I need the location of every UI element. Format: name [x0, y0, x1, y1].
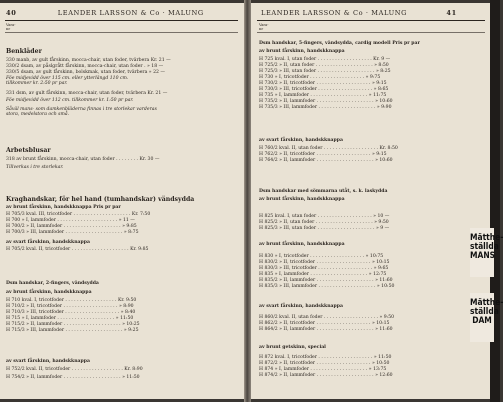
left-catalog-line: H 700/3 » III, lammfoder . . . . . . . . . . . . . . . . . . . . » 8:75 [6, 230, 139, 235]
left-catalog-line: H 710/2 » II, tricotfoder . . . . . . . . . . . . . . . . . . . » 8:90 [6, 304, 134, 309]
left-header-title: LEANDER LARSSON & Co · MALUNG [57, 9, 204, 17]
right-catalog-line: H 830/2 » II, tricotfoder . . . . . . . . . . . . . . . . . . . » 10:15 [259, 260, 390, 265]
left-catalog-line: H 754/2 » II, lammfoder . . . . . . . . . . . . . . . . . . . . » 11:50 [6, 375, 140, 380]
left-catalog-line: Kraghandskar, för hel hand (tumhandskar) vändsydda [6, 196, 195, 203]
right-catalog-line: H 735/3 » III, lammfoder . . . . . . . . . . . . . . . . . . . . » 9:90 [259, 105, 392, 110]
left-catalog-line: av brunt fårskinn, handskknappa Pris pr par [6, 205, 121, 210]
left-catalog-line: Arbetsblusar [6, 147, 51, 154]
right-catalog-line: H 874 » I, lammfoder . . . . . . . . . . . . . . . . . . . . » 13:75 [259, 367, 387, 372]
left-vara-label: Vara- nr [6, 23, 16, 31]
left-catalog-line: H 705/2 kval. II, tricotfoder . . . . . . . . . . . . . . . . . . . . Kr. 9:85 [6, 247, 149, 252]
right-header-rule [257, 20, 485, 21]
left-catalog-line: H 752/2 kval. II, tricotfoder . . . . . . . . . . . . . . . . . . Kr. 8:90 [6, 367, 143, 372]
right-catalog-line: av brunt fårskinn, handskknappa [259, 49, 345, 54]
left-catalog-line: H 710/3 » III, tricotfoder . . . . . . . . . . . . . . . . . . . » 8:40 [6, 310, 136, 315]
right-page [251, 3, 490, 399]
right-catalog-line: H 730/2 » II, tricotfoder . . . . . . . . . . . . . . . . . . . » 9:15 [259, 81, 387, 86]
right-catalog-line: H 725 kval. I, utan foder . . . . . . . . . . . . . . . . . . . Kr. 9 — [259, 57, 391, 62]
right-catalog-line: H 860/2 kval. II, utan foder . . . . . . . . . . . . . . . . . . . » 9:50 [259, 315, 395, 320]
right-catalog-line: H 874/2 » II, lammfoder . . . . . . . . . . . . . . . . . . . . » 12:60 [259, 373, 393, 378]
right-catalog-line: H 825/3 » III, utan foder . . . . . . . . . . . . . . . . . . . . » 9 — [259, 226, 390, 231]
left-catalog-line: av svart fårskinn, handskknappa [6, 359, 90, 364]
left-catalog-line: 330/2 dsam, av påslgrått fårskinn, mocca-chair, utan foder . » 18 — [6, 64, 164, 69]
right-catalog-line: H 835/2 » II, lammfoder . . . . . . . . . . . . . . . . . . . . » 11:60 [259, 278, 393, 283]
right-catalog-line: av svart fårskinn, handskknappa [259, 304, 343, 309]
left-catalog-line: H 700 » I, lammfoder . . . . . . . . . . . . . . . . . . . . . » 11 — [6, 218, 135, 223]
left-page-header [6, 9, 204, 17]
left-catalog-line: H 715/3 » III, lammfoder . . . . . . . . . . . . . . . . . . . . » 9:25 [6, 328, 139, 333]
right-catalog-line: av brunt getskinn, special [259, 345, 326, 350]
left-catalog-line: 330/5 dsam, av gult fårskinn, bolskmak, utan foder, tvärbera » 22 — [6, 70, 165, 75]
right-catalog-line: H 735 » I, lammfoder . . . . . . . . . . . . . . . . . . . . » 11:75 [259, 93, 387, 98]
left-catalog-line: H 715 » I, lammfoder . . . . . . . . . . . . . . . . . . . . » 11:50 [6, 316, 134, 321]
left-column-rule [5, 32, 238, 33]
right-catalog-line: av brunt fårskinn, handskknappa [259, 197, 345, 202]
left-catalog-line: Föe midjevidd över 115 cm. eller ytterlängd 110 cm. [6, 76, 129, 81]
left-catalog-line: Tillverkas i tre storlekar. [6, 165, 64, 170]
right-catalog-line: H 830 » I, tricotfoder . . . . . . . . . . . . . . . . . . . » 10:75 [259, 254, 384, 259]
index-tab-dam[interactable] [470, 293, 503, 342]
left-catalog-line: H 710 kval. I, tricotfoder . . . . . . . . . . . . . . . . . . Kr. 9:50 [6, 298, 137, 303]
left-catalog-line: H 700/2 » II, lammfoder . . . . . . . . . . . . . . . . . . . . » 9:85 [6, 224, 137, 229]
right-catalog-line: H 825 kval. I, utan foder . . . . . . . . . . . . . . . . . . . » 10 — [259, 214, 390, 219]
right-catalog-line: Dsm handskar med sömmarna utåt, s. k. laskydda [259, 189, 388, 194]
right-catalog-line: H 730/3 » III, tricotfoder . . . . . . . . . . . . . . . . . . . » 8:65 [259, 87, 389, 92]
right-catalog-line: H 835 » I, lammfoder . . . . . . . . . . . . . . . . . . . . » 12:75 [259, 272, 387, 277]
right-page-number: 41 [446, 9, 457, 17]
left-catalog-line: Såväl mans- som damkenbläderna finnas i tre storlekar varderas [6, 107, 157, 112]
left-catalog-line: stora, medelstora och små. [6, 112, 70, 117]
right-page-header [261, 9, 457, 17]
right-catalog-line: H 872/2 » II, tricotfoder . . . . . . . . . . . . . . . . . . . » 10:50 [259, 361, 390, 366]
right-vara-label: Vara- nr [259, 23, 269, 31]
left-catalog-line: 318 av brunt fårskinn, mocca-chair, utan foder . . . . . . . . Kr. 30 — [6, 157, 160, 162]
right-catalog-line: H 862/2 » II, tricotfoder . . . . . . . . . . . . . . . . . . . » 10:15 [259, 321, 390, 326]
left-page [0, 3, 244, 399]
right-catalog-line: av svart fårskinn, handskknappa [259, 138, 343, 143]
right-column-rule [257, 32, 485, 33]
right-catalog-line: H 762/2 » II, tricotfoder . . . . . . . . . . . . . . . . . . . » 9:15 [259, 152, 387, 157]
index-tab-mans[interactable] [470, 228, 503, 277]
left-catalog-line: av brunt fårskinn, handskknappa [6, 290, 92, 295]
right-catalog-line: H 725/2 » II, utan foder . . . . . . . . . . . . . . . . . . . . » 8:50 [259, 63, 389, 68]
right-catalog-line: H 760/2 kval. II, utan foder . . . . . . . . . . . . . . . . . . . Kr. 8:50 [259, 146, 398, 151]
right-catalog-line: H 864/2 » II, lammfoder . . . . . . . . . . . . . . . . . . . . » 11:60 [259, 327, 393, 332]
left-header-rule [5, 20, 238, 21]
right-catalog-line: H 835/3 » III, lammfoder . . . . . . . . . . . . . . . . . . . . » 10:50 [259, 284, 395, 289]
right-catalog-line: Dsm handskar, 5-fingers, vändsydda, cardig modell Pris pr par [259, 41, 420, 46]
right-header-title: LEANDER LARSSON & Co · MALUNG [261, 9, 407, 17]
right-catalog-line: H 830/3 » III, tricotfoder . . . . . . . . . . . . . . . . . . . » 9:65 [259, 266, 389, 271]
left-catalog-line: av svart fårskinn, handskknappa [6, 240, 90, 245]
right-catalog-line: H 730 » I, tricotfoder . . . . . . . . . . . . . . . . . . . » 9:75 [259, 75, 381, 80]
left-catalog-line: Benkläder [6, 48, 42, 55]
index-tab-mans-label: Mätthe- ställda MANS [470, 232, 503, 260]
right-catalog-line: av brunt fårskinn, handskknappa [259, 242, 345, 247]
index-tab-dam-label: Mätthe- ställda DAM [470, 297, 503, 325]
left-page-number: 40 [6, 9, 17, 17]
right-catalog-line: H 872 kval. I, tricotfoder . . . . . . . . . . . . . . . . . . . » 11:50 [259, 355, 392, 360]
right-catalog-line: H 825/2 » II, utan foder . . . . . . . . . . . . . . . . . . . . » 9:50 [259, 220, 389, 225]
left-catalog-line: 331 dsm, av gult fårskinn, mocca-chair, utan foder, tvärbera Kr. 21 — [6, 91, 168, 96]
left-catalog-line: H 715/2 » II, lammfoder . . . . . . . . . . . . . . . . . . . . » 10:25 [6, 322, 140, 327]
right-catalog-line: H 735/2 » II, lammfoder . . . . . . . . . . . . . . . . . . . . » 10:60 [259, 99, 393, 104]
left-catalog-line: 330 manb, av gult fårskinn, mocca-chair, utan foder, tvärbera Kr. 21 — [6, 58, 171, 63]
gutter [244, 0, 251, 402]
left-catalog-line: tillkommer kr. 2:50 pr par. [6, 81, 68, 86]
right-catalog-line: H 725/3 » III, utan foder . . . . . . . . . . . . . . . . . . . . » 8:25 [259, 69, 391, 74]
left-catalog-line: Föe midjevidd över 112 cm. tillkommer kr. 1:50 pr par. [6, 98, 134, 103]
left-catalog-line: H 705/3 kval. III, tricotfoder . . . . . . . . . . . . . . . . . . . . Kr. 7:50 [6, 212, 151, 217]
left-catalog-line: Dsm handskar, 2-fingers, vändsydda [6, 281, 99, 286]
right-catalog-line: H 764/2 » II, lammfoder . . . . . . . . . . . . . . . . . . . . » 10:60 [259, 158, 393, 163]
